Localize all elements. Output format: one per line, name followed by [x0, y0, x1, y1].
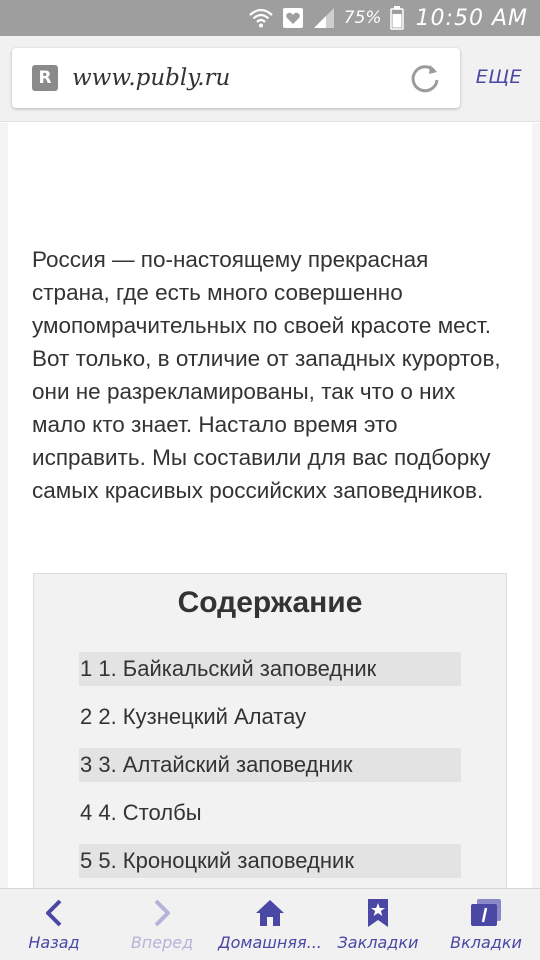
wifi-icon [248, 7, 274, 29]
site-favicon-icon: R [32, 65, 58, 91]
home-button[interactable] [216, 889, 324, 960]
home-icon [254, 897, 286, 929]
signal-icon [312, 7, 336, 29]
home-label: Домашняя... [218, 933, 322, 952]
bookmarks-label: Закладки [337, 933, 419, 952]
forward-arrow-icon [150, 897, 174, 929]
toc-item[interactable]: 5 5. Кроноцкий заповедник [79, 844, 461, 878]
battery-icon [390, 6, 404, 30]
article-intro: Россия — по-настоящему прекрасная страна, где есть много совершенно умопомрачительных по своей красоте мест. Вот только, в отличие от западных курортов, они не разрекламированы, так что о них мало кто знает. Настало время это исправить. Мы составили для вас подборку самых красивых российских заповедников. [32, 247, 501, 503]
toc-list [79, 652, 461, 888]
toc-item[interactable]: 1 1. Байкальский заповедник [79, 652, 461, 686]
status-bar [0, 0, 540, 36]
browser-toolbar [0, 36, 540, 122]
battery-percentage: 75% [343, 8, 382, 28]
forward-button[interactable] [108, 889, 216, 960]
url-text[interactable]: www.publy.ru [72, 65, 231, 91]
back-button[interactable] [0, 889, 108, 960]
heart-icon [282, 7, 304, 29]
more-button[interactable]: ЕЩЕ [475, 66, 522, 88]
clock: 10:50 AM [415, 5, 528, 31]
forward-label: Вперед [130, 933, 194, 952]
toc-item[interactable]: 3 3. Алтайский заповедник [79, 748, 461, 782]
reload-icon[interactable] [408, 61, 442, 95]
article-page [8, 123, 532, 888]
bookmark-icon [365, 897, 391, 929]
back-label: Назад [28, 933, 80, 952]
back-arrow-icon [42, 897, 66, 929]
toc-item[interactable]: 4 4. Столбы [80, 800, 202, 825]
toc-item[interactable]: 2 2. Кузнецкий Алатау [80, 704, 307, 729]
bottom-navigation [0, 888, 540, 960]
table-of-contents [33, 573, 507, 888]
tabs-icon [469, 897, 503, 929]
toc-title: Содержание [177, 586, 363, 619]
web-content[interactable] [0, 123, 540, 888]
address-bar[interactable] [12, 48, 460, 108]
tabs-label: Вкладки [450, 933, 522, 952]
tabs-button[interactable] [432, 889, 540, 960]
bookmarks-button[interactable] [324, 889, 432, 960]
